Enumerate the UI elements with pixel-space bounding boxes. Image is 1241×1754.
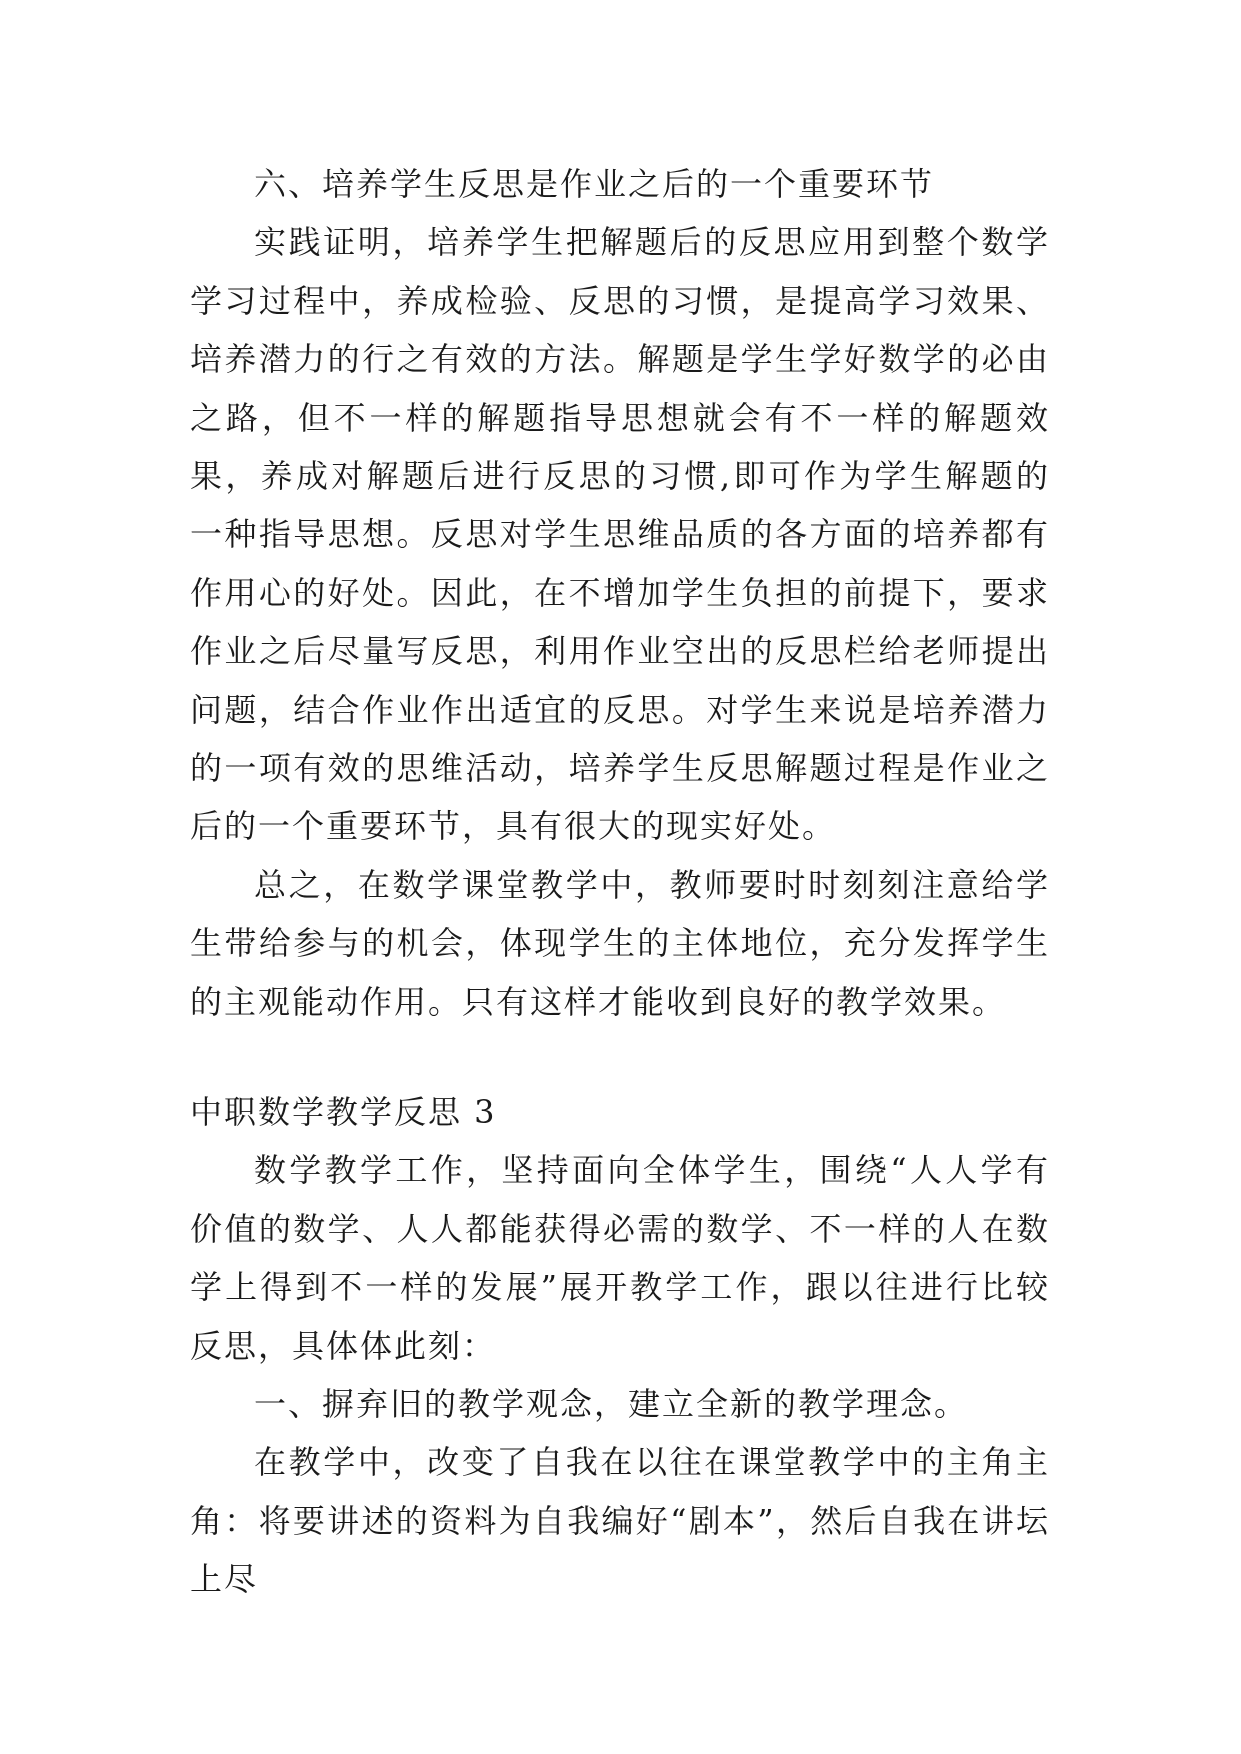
document-body-bottom bbox=[190, 1083, 1050, 1609]
document-body-top bbox=[190, 155, 1050, 1031]
paragraph-reflection-practice: 实践证明，培养学生把解题后的反思应用到整个数学学习过程中，养成检验、反思的习惯，是提高学习效果、培养潜力的行之有效的方法。解题是学生学好数学的必由之路，但不一样的解题指导思想就会有不一样的解题效果，养成对解题后进行反思的习惯,即可作为学生解题的一种指导思想。反思对学生思维品质的各方面的培养都有作用心的好处。因此，在不增加学生负担的前提下，要求作业之后尽量写反思，利用作业空出的反思栏给老师提出问题，结合作业作出适宜的反思。对学生来说是培养潜力的一项有效的思维活动，培养学生反思解题过程是作业之后的一个重要环节，具有很大的现实好处。 bbox=[190, 223, 1050, 846]
section-heading-one: 一、摒弃旧的教学观念，建立全新的教学理念。 bbox=[254, 1385, 969, 1424]
paragraph-teaching-role: 在教学中，改变了自我在以往在课堂教学中的主角主角：将要讲述的资料为自我编好“剧本”，然后自我在讲坛上尽 bbox=[190, 1443, 1050, 1599]
section-heading-six: 六、培养学生反思是作业之后的一个重要环节 bbox=[254, 165, 935, 203]
section-title: 中职数学教学反思 3 bbox=[190, 1093, 497, 1131]
paragraph-teaching-work: 数学教学工作，坚持面向全体学生，围绕“人人学有价值的数学、人人都能获得必需的数学、不一样的人在数学上得到不一样的发展”展开教学工作，跟以往进行比较反思，具体体此刻： bbox=[190, 1151, 1050, 1365]
paragraph-conclusion: 总之，在数学课堂教学中，教师要时时刻刻注意给学生带给参与的机会，体现学生的主体地位，充分发挥学生的主观能动作用。只有这样才能收到良好的教学效果。 bbox=[190, 865, 1050, 1021]
